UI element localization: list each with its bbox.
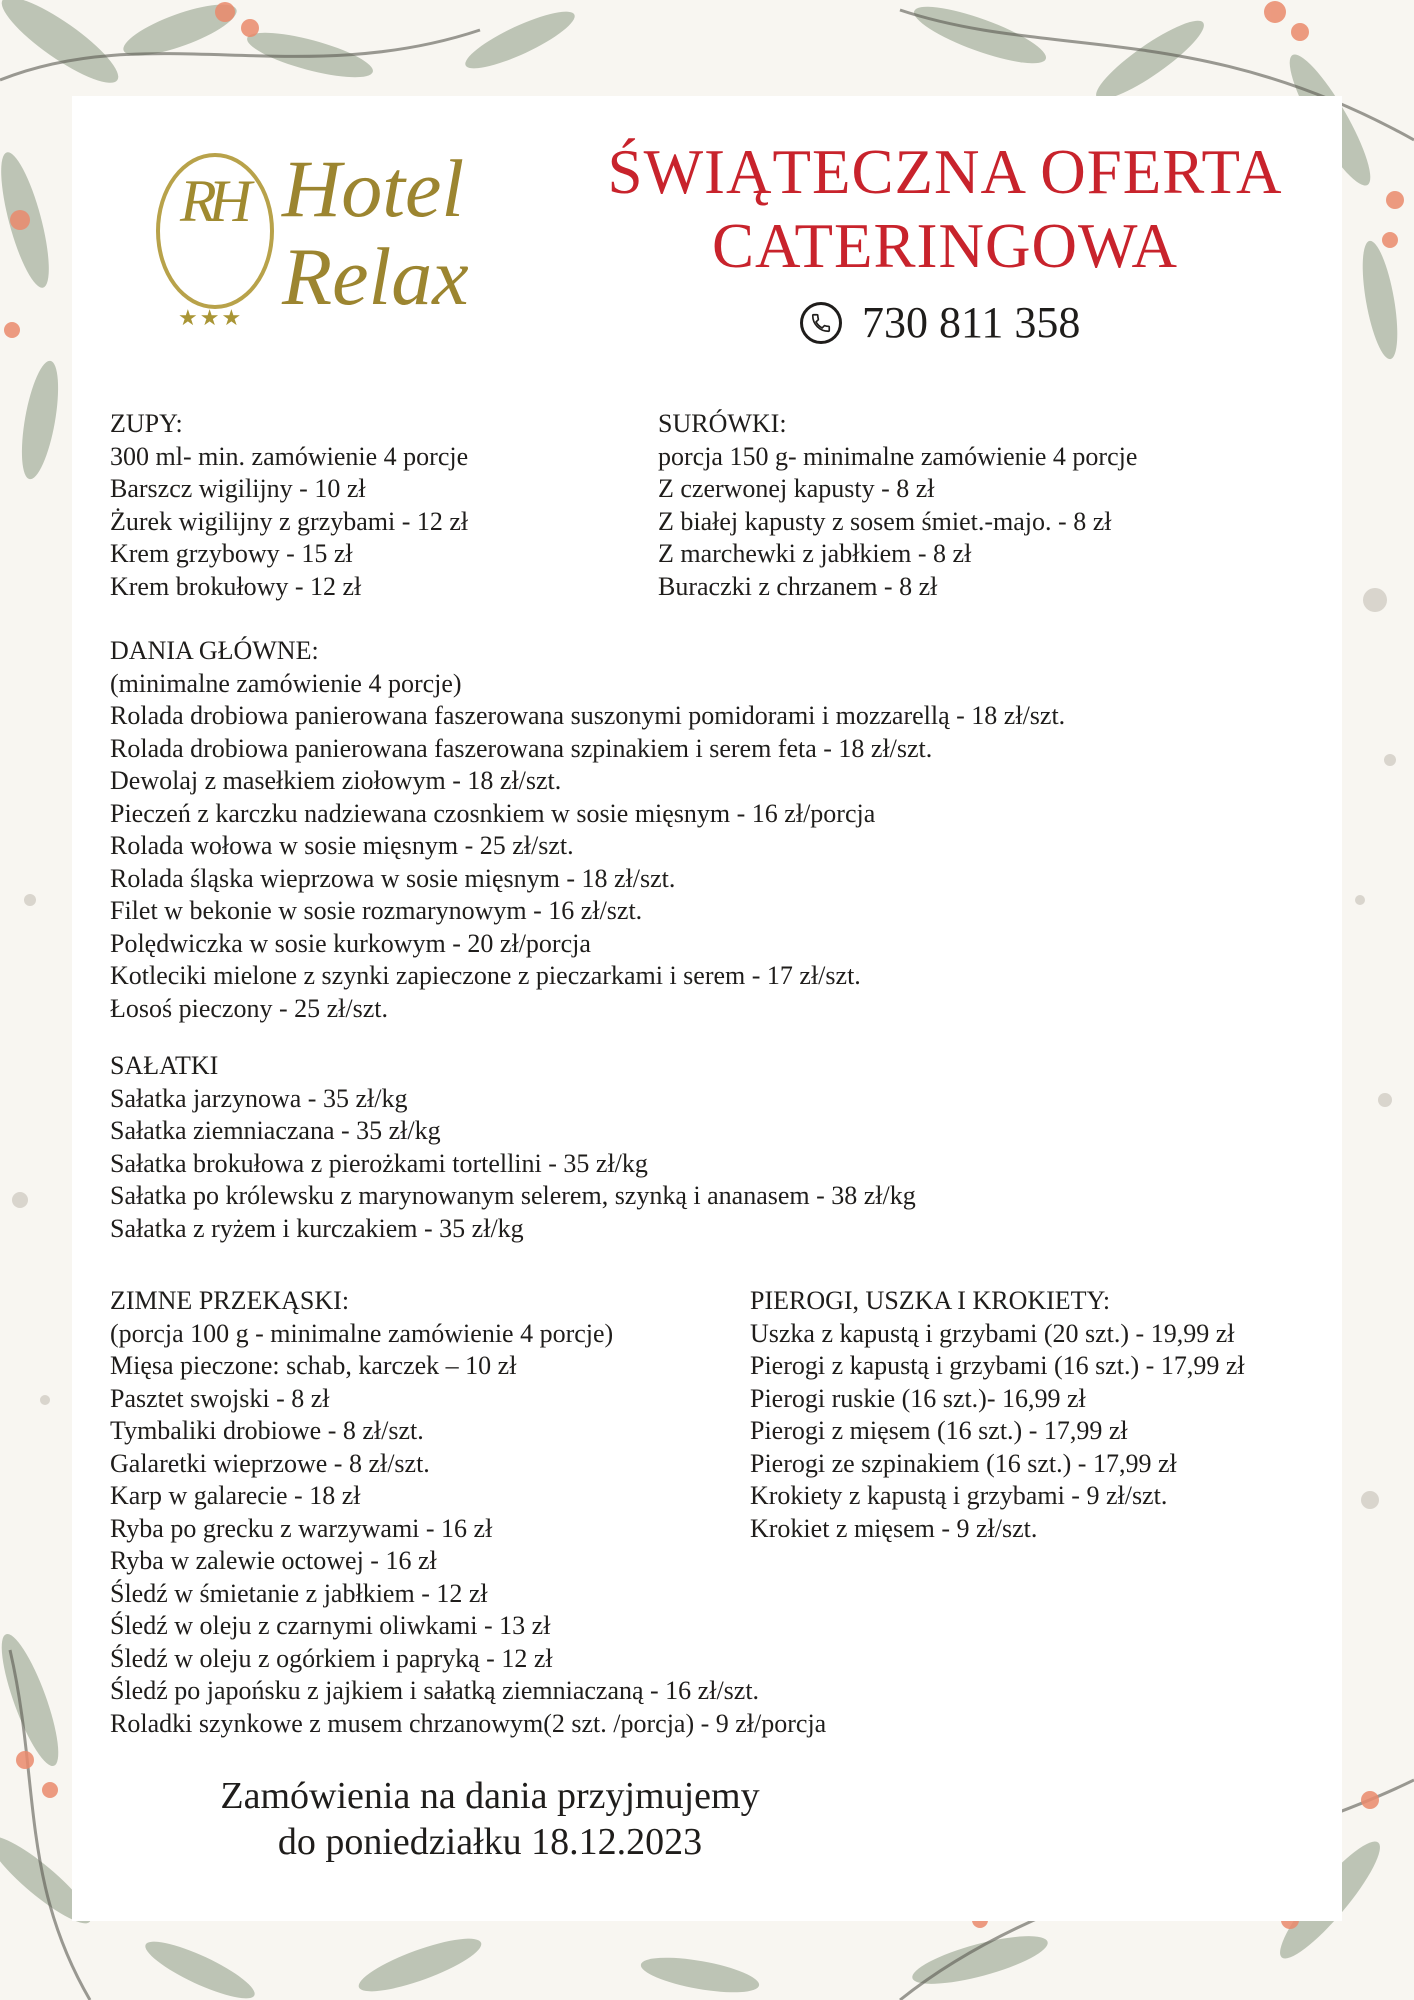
menu-item: Żurek wigilijny z grzybami - 12 zł	[110, 506, 469, 536]
menu-item: Krokiety z kapustą i grzybami - 9 zł/szt.	[750, 1481, 1168, 1510]
section-heading: ZIMNE PRZEKĄSKI:	[110, 1286, 350, 1315]
menu-item: Rolada wołowa w sosie mięsnym - 25 zł/szt.	[110, 831, 574, 860]
menu-item: Pasztet swojski - 8 zł	[110, 1383, 330, 1413]
menu-item: Pierogi z kapustą i grzybami (16 szt.) - 17,99 zł	[750, 1351, 1245, 1380]
menu-item: Barszcz wigilijny - 10 zł	[110, 474, 366, 503]
hotel-logo	[150, 145, 510, 335]
menu-item: Z białej kapusty z sosem śmiet.-majo. - 8 zł	[658, 506, 1112, 536]
menu-item: Karp w galarecie - 18 zł	[110, 1481, 361, 1510]
logo-wordmark	[282, 145, 469, 321]
menu-item: Buraczki z chrzanem - 8 zł	[658, 571, 938, 601]
menu-item: Pieczeń z karczku nadziewana czosnkiem w sosie mięsnym - 16 zł/porcja	[110, 798, 876, 828]
phone-number: 730 811 358	[862, 298, 1081, 347]
title-line-2: CATERINGOWA	[712, 211, 1178, 281]
section-dania-glowne	[110, 635, 1065, 1025]
page-title	[545, 135, 1345, 283]
order-deadline	[120, 1773, 860, 1865]
menu-item: Sałatka brokułowa z pierożkami tortellini - 35 zł/kg	[110, 1148, 648, 1178]
section-note: porcja 150 g- minimalne zamówienie 4 porcje	[658, 441, 1138, 471]
menu-item: Sałatka jarzynowa - 35 zł/kg	[110, 1083, 408, 1113]
menu-item: Polędwiczka w sosie kurkowym - 20 zł/porcja	[110, 928, 591, 958]
menu-item: Śledź w oleju z ogórkiem i papryką - 12 zł	[110, 1643, 553, 1673]
footer-line-2: do poniedziałku 18.12.2023	[277, 1821, 703, 1863]
menu-item: Sałatka z ryżem i kurczakiem - 35 zł/kg	[110, 1213, 524, 1243]
menu-item: Krem grzybowy - 15 zł	[110, 539, 353, 568]
section-zimne-przekaski	[110, 1285, 826, 1740]
menu-item: Krem brokułowy - 12 zł	[110, 571, 362, 601]
footer-line-1: Zamówienia na dania przyjmujemy	[220, 1775, 760, 1817]
menu-item: Pierogi ze szpinakiem (16 szt.) - 17,99 zł	[750, 1448, 1177, 1478]
section-heading: SURÓWKI:	[658, 409, 787, 438]
phone-contact	[800, 298, 1080, 348]
menu-item: Śledź w oleju z czarnymi oliwkami - 13 zł	[110, 1611, 551, 1640]
menu-item: Pierogi ruskie (16 szt.)- 16,99 zł	[750, 1383, 1086, 1413]
section-salatki	[110, 1050, 916, 1245]
title-line-1: ŚWIĄTECZNA OFERTA	[607, 137, 1283, 207]
section-note: 300 ml- min. zamówienie 4 porcje	[110, 441, 469, 471]
section-zupy	[110, 408, 468, 603]
menu-item: Krokiet z mięsem - 9 zł/szt.	[750, 1513, 1038, 1543]
menu-item: Roladki szynkowe z musem chrzanowym(2 szt. /porcja) - 9 zł/porcja	[110, 1708, 827, 1738]
menu-item: Tymbaliki drobiowe - 8 zł/szt.	[110, 1416, 424, 1445]
menu-item: Sałatka ziemniaczana - 35 zł/kg	[110, 1116, 441, 1145]
menu-item: Filet w bekonie w sosie rozmarynowym - 16 zł/szt.	[110, 896, 643, 925]
star-rating: ★★★	[178, 305, 244, 330]
section-heading: SAŁATKI	[110, 1051, 219, 1080]
menu-item: Łosoś pieczony - 25 zł/szt.	[110, 993, 388, 1023]
section-note: (minimalne zamówienie 4 porcje)	[110, 668, 462, 698]
menu-item: Ryba w zalewie octowej - 16 zł	[110, 1546, 437, 1575]
menu-item: Rolada śląska wieprzowa w sosie mięsnym - 18 zł/szt.	[110, 863, 676, 893]
menu-item: Z marchewki z jabłkiem - 8 zł	[658, 539, 972, 568]
section-heading: PIEROGI, USZKA I KROKIETY:	[750, 1286, 1111, 1315]
menu-item: Śledź w śmietanie z jabłkiem - 12 zł	[110, 1578, 488, 1608]
section-surowki	[658, 408, 1137, 603]
section-pierogi	[750, 1285, 1245, 1545]
menu-item: Ryba po grecku z warzywami - 16 zł	[110, 1513, 493, 1543]
menu-item: Galaretki wieprzowe - 8 zł/szt.	[110, 1448, 430, 1478]
menu-item: Pierogi z mięsem (16 szt.) - 17,99 zł	[750, 1416, 1128, 1445]
menu-item: Sałatka po królewsku z marynowanym selerem, szynką i ananasem - 38 zł/kg	[110, 1181, 916, 1210]
section-heading: DANIA GŁÓWNE:	[110, 636, 319, 665]
logo-line-1: Hotel	[282, 143, 465, 234]
menu-item: Rolada drobiowa panierowana faszerowana szpinakiem i serem feta - 18 zł/szt.	[110, 733, 933, 763]
menu-item: Z czerwonej kapusty - 8 zł	[658, 474, 935, 503]
menu-item: Mięsa pieczone: schab, karczek – 10 zł	[110, 1351, 517, 1380]
section-note: (porcja 100 g - minimalne zamówienie 4 porcje)	[110, 1318, 614, 1348]
menu-item: Kotleciki mielone z szynki zapieczone z pieczarkami i serem - 17 zł/szt.	[110, 961, 861, 990]
menu-item: Rolada drobiowa panierowana faszerowana suszonymi pomidorami i mozzarellą - 18 zł/szt.	[110, 701, 1066, 730]
menu-item: Dewolaj z masełkiem ziołowym - 18 zł/szt.	[110, 766, 562, 795]
logo-monogram: RH	[180, 168, 244, 234]
menu-item: Uszka z kapustą i grzybami (20 szt.) - 19,99 zł	[750, 1318, 1235, 1348]
logo-line-2: Relax	[282, 231, 469, 322]
menu-item: Śledź po japońsku z jajkiem i sałatką ziemniaczaną - 16 zł/szt.	[110, 1676, 760, 1705]
phone-icon	[800, 302, 842, 344]
section-heading: ZUPY:	[110, 409, 183, 438]
